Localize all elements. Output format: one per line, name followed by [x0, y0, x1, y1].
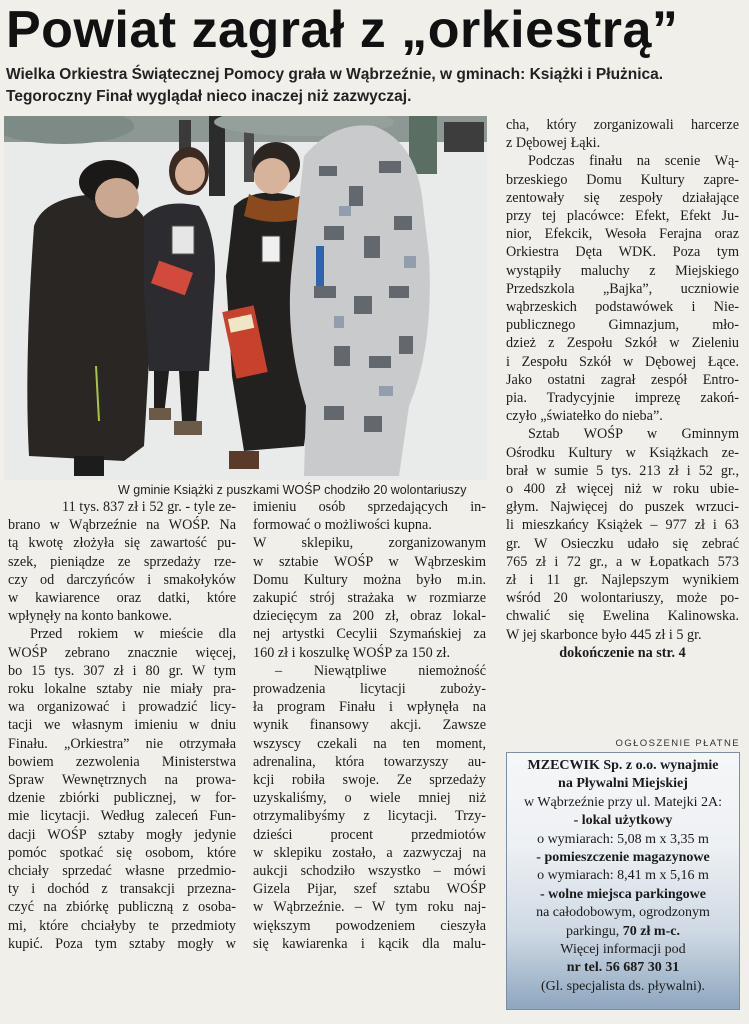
- col2-line: uzyskaliśmy, o wiele mniej niż: [253, 790, 486, 807]
- advert-dimensions-storage: o wymiarach: 8,41 m x 5,16 m: [537, 868, 709, 884]
- col2-line: formować o możliwości kupna.: [253, 517, 432, 534]
- advert-label: OGŁOSZENIE PŁATNE: [615, 738, 740, 749]
- col1-line: WOŚP zebrano znacznie więcej,: [8, 644, 236, 661]
- col1-line: tą kwotę złożyła się zawartość pu-: [8, 535, 236, 552]
- col2-line: większym powodzeniem cieszyła: [253, 917, 486, 934]
- lead-line-1: Wielka Orkiestra Świątecznej Pomocy grała w Wąbrzeźnie, w gminach: Książki i Płużnica.: [6, 66, 664, 83]
- col3-line: cha, który zorganizowali harcerze: [506, 117, 739, 133]
- col2-line: 160 zł i koszulkę WOŚP za 150 zł.: [253, 644, 451, 661]
- col3-line: Ośrodku Kultury w Książkach ze-: [506, 444, 739, 461]
- col1-line: Przed rokiem w mieście dla: [30, 626, 236, 643]
- advert-box: [506, 752, 740, 1010]
- advert-item-storage: - pomieszczenie magazynowe: [536, 850, 710, 866]
- advert-contact: (Gl. specjalista ds. pływalni).: [540, 978, 706, 994]
- col1-line: mi, które chciałyby te przedmioty: [8, 917, 236, 934]
- col1-line: 11 tys. 837 zł i 52 gr. - tyle ze-: [62, 499, 236, 515]
- col3-line: 765 zł i 72 gr., a w Łopatkach 573: [506, 553, 739, 570]
- advert-price: 70 zł m-c.: [622, 923, 680, 939]
- col3-line: Orkiestra Dęta WDK. Poza tym: [506, 244, 739, 261]
- col2-line: ła program Finału i wpłynęła na: [253, 699, 486, 716]
- col2-line: kcji robiła swoje. Ze sprzedaży: [253, 772, 486, 789]
- col1-line: ty i dochód z transakcji przezna-: [8, 881, 236, 898]
- col1-line: wa organizować i prowadzić licy-: [8, 699, 236, 716]
- col2-line: imieniu osób sprzedających in-: [253, 499, 486, 515]
- col2-line: w sztabie WOŚP w Wąbrzeskim: [253, 553, 486, 570]
- col1-line: tacji we własnym imieniu w dniu: [8, 717, 236, 734]
- col3-line: czyło „światełko do nieba”.: [506, 408, 663, 425]
- col1-line: roku lokalne sztaby nie miały pra-: [8, 681, 236, 698]
- article-column-1: [8, 498, 236, 953]
- advert-headline: MZECWIK Sp. z o.o. wynajmie: [527, 758, 719, 773]
- col1-line: szek, pieniądze ze sprzedaży rze-: [8, 553, 236, 570]
- advert-parking-price: [507, 923, 739, 941]
- col1-line: w kawiarence oraz datki, które: [8, 590, 236, 607]
- col3-line: wąbrzeskich podstawówek i Nie-: [506, 299, 739, 316]
- col2-line: Domu Kultury można było m.in.: [253, 571, 486, 588]
- col3-line: zentowały się zespoły działające: [506, 189, 739, 206]
- advert-dimensions-office: o wymiarach: 5,08 m x 3,35 m: [537, 831, 709, 847]
- col3-line: zł i 11 gr. Najlepszym wynikiem: [506, 572, 739, 589]
- col1-line: wpłynęły na konto bankowe.: [8, 608, 172, 625]
- col1-line: brano w Wąbrzeźnie na WOŚP. Na: [8, 517, 236, 534]
- col3-line: Jako ostatni zagrał zespół Entro-: [506, 371, 739, 388]
- col2-line: wynik finansowy akcji. Zawsze: [253, 717, 486, 734]
- advert-subheadline: na Pływalni Miejskiej: [558, 776, 688, 792]
- col2-line: Gizela Pijar, szef sztabu WOŚP: [253, 881, 486, 898]
- article-column-3: [506, 116, 739, 662]
- col3-line: publicznego Gimnazjum, mło-: [506, 317, 739, 334]
- col1-line: dzenie zbiórki publicznej, w for-: [8, 790, 236, 807]
- col1-line: bowiem zezwolenia Ministerstwa: [8, 753, 236, 770]
- col2-line: wszyscy czekali na ten moment,: [253, 735, 486, 752]
- col3-line: i Zespołu Szkół w Dębowej Łące.: [506, 353, 739, 370]
- col2-line: prowadzenia licytacji zuboży-: [253, 681, 486, 698]
- col3-line: Przedszkola „Bajka”, uczniowie: [506, 280, 739, 297]
- col1-line: czyć na zbiórkę publiczną z osoba-: [8, 899, 236, 916]
- col2-line: adrenalina, która towarzyszy au-: [253, 753, 486, 770]
- col1-line: Spraw Wewnętrznych na prowa-: [8, 772, 236, 789]
- photo-caption: W gminie Książki z puszkami WOŚP chodziło 20 wolontariuszy: [118, 483, 467, 497]
- advert-parking-desc: na całodobowym, ogrodzonym: [536, 905, 710, 921]
- col2-line: dziecięcym za 200 zł, obraz lokal-: [253, 608, 486, 625]
- article-headline: Powiat zagrał z „orkiestrą”: [6, 1, 679, 59]
- col3-line: dzież z Zespołu Szkół w Zieleniu: [506, 335, 739, 352]
- col2-line: w Wąbrzeźnie. – W tym roku naj-: [253, 899, 486, 916]
- advert-phone: nr tel. 56 687 30 31: [566, 960, 680, 976]
- col1-line: chciały sprzedać własne przedmio-: [8, 863, 236, 880]
- col3-line: gr. W Osieczku udało się zebrać: [506, 535, 739, 552]
- advert-parking-text: parkingu,: [566, 923, 623, 939]
- col3-line: W jej skarbonce było 445 zł i 5 gr.: [506, 626, 702, 643]
- col1-line: pomóc spotkać się osobom, które: [8, 844, 236, 861]
- col2-line: nej artystki Cecylii Szymańskiej za: [253, 626, 486, 643]
- col3-line: chwalić się Ewelina Kalinowska.: [506, 608, 739, 625]
- article-lead: [6, 64, 746, 108]
- col2-line: zakupić strój strażaka w rozmiarze: [253, 590, 486, 607]
- col2-line: dzieści procent przedmiotów: [253, 826, 486, 843]
- col1-line: kupić. Poza tym sztaby mogły w: [8, 935, 236, 952]
- col3-line: nior, Efekcik, Wesoła Ferajna oraz: [506, 226, 739, 243]
- col2-line: aukcji schodziło wszystko – mówi: [253, 863, 486, 880]
- col1-line: Finału. „Orkiestra” nie otrzymała: [8, 735, 236, 752]
- col3-line: li mieszkańcy Książek – 977 zł i 63: [506, 517, 739, 534]
- col2-line: – Niewątpliwe niemożność: [275, 662, 486, 679]
- advert-info: Więcej informacji pod: [560, 942, 686, 958]
- col2-line: się kawiarenka i kącik dla malu-: [253, 935, 486, 952]
- col3-line: brzeskiego Domu Kultury zapre-: [506, 171, 739, 188]
- col1-line: czy od darczyńców i smakołyków: [8, 571, 236, 588]
- advert-item-parking: - wolne miejsca parkingowe: [539, 886, 707, 902]
- col3-line: o 400 zł więcej niż w roku ubie-: [506, 481, 739, 498]
- col1-line: dacji WOŚP sztaby mogły jedynie: [8, 826, 236, 843]
- col3-line: pia. Tradycyjnie imprezę zakoń-: [506, 390, 739, 407]
- col3-line: wystąpiły maluchy z Miejskiego: [506, 262, 739, 279]
- col3-line: głym. Najwięcej do puszek wrzuci-: [506, 499, 739, 516]
- col2-line: otrzymalibyśmy z licytacji. Trzy-: [253, 808, 486, 825]
- col3-line: przy tej placówce: Efekt, Efekt Ju-: [506, 208, 739, 225]
- col2-line: W sklepiku, zorganizowanym: [253, 535, 486, 552]
- col3-line: z Dębowej Łąki.: [506, 135, 601, 152]
- col1-line: bo 15 tys. 307 zł i 80 gr. W tym: [8, 662, 236, 679]
- article-column-2: [253, 498, 486, 953]
- col3-line: Sztab WOŚP w Gminnym: [528, 426, 739, 443]
- col3-line: brał w sumie 5 tys. 213 zł i 52 gr.,: [506, 462, 739, 479]
- col1-line: mie licytacji. Według zaleceń Fun-: [8, 808, 236, 825]
- col3-line: Podczas finału na scenie Wą-: [528, 153, 739, 170]
- col3-line: wśród 20 wolontariuszy, może po-: [506, 590, 739, 607]
- col2-line: w sklepiku zostało, a zazwyczaj na: [253, 844, 486, 861]
- continuation-note: dokończenie na str. 4: [559, 644, 686, 661]
- article-photo: [4, 116, 487, 480]
- lead-line-2: Tegoroczny Finał wyglądał nieco inaczej niż zazwyczaj.: [6, 88, 412, 105]
- advert-item-office: - lokal użytkowy: [573, 813, 673, 829]
- advert-address: w Wąbrzeźnie przy ul. Matejki 2A:: [523, 794, 722, 810]
